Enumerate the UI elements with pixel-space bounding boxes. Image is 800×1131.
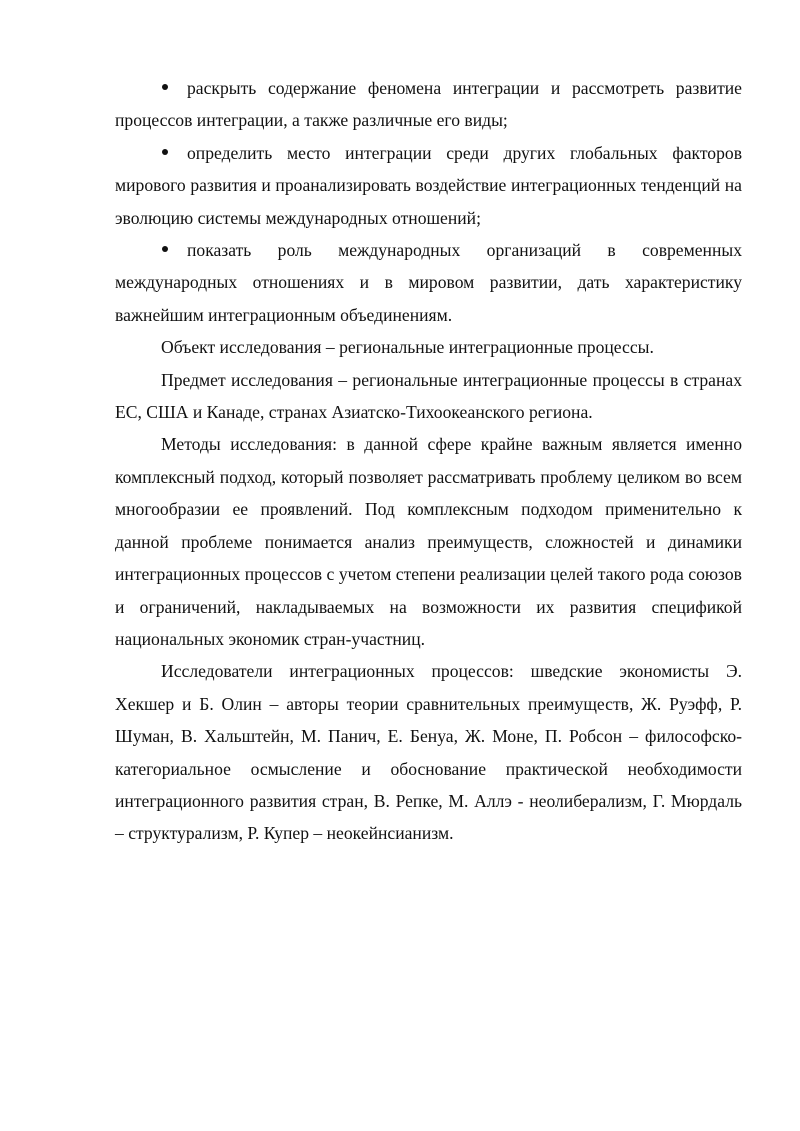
page-content <box>115 72 742 850</box>
paragraph-researchers: Исследователи интеграционных процессов: шведские экономисты Э. Хекшер и Б. Олин – авторы теории сравнительных преимуществ, Ж. Руэфф, Р. Шуман, В. Хальштейн, М. Панич, Е. Бенуа, Ж. Моне, П. Робсон – философско-категориальное осмысление и обоснование практической необходимости интеграционного развития стран, В. Репке, М. Аллэ - неолиберализм, Г. Мюрдаль – структурализм, Р. Купер – неокейнсианизм. <box>115 661 742 844</box>
paragraph-subject: Предмет исследования – региональные интеграционные процессы в странах ЕС, США и Канаде, странах Азиатско-Тихоокеанского региона. <box>115 369 742 423</box>
bullet-item-3 <box>115 234 742 331</box>
bullet-item-2 <box>115 137 742 234</box>
paragraph-methods: Методы исследования: в данной сфере крайне важным является именно комплексный подход, который позволяет рассматривать проблему целиком во всем многообразии ее проявлений. Под комплексным подходом применительно к данной проблеме понимается анализ преимуществ, сложностей и динамики интеграционных процессов с учетом степени реализации целей такого рода союзов и ограничений, накладываемых на возможности их развития спецификой национальных экономик стран-участниц. <box>115 434 742 649</box>
bullet-text: раскрыть содержание феномена интеграции и рассмотреть развитие процессов интеграции, а также различные его виды; <box>115 78 742 131</box>
bullet-text: показать роль международных организаций в современных международных отношениях и в мировом развитии, дать характеристику важнейшим интеграционным объединениям. <box>115 240 742 325</box>
paragraph-object: Объект исследования – региональные интеграционные процессы. <box>161 337 654 358</box>
bullet-text: определить место интеграции среди других глобальных факторов мирового развития и проанализировать воздействие интеграционных тенденций на эволюцию системы международных отношений; <box>115 142 742 228</box>
bullet-item-1 <box>115 72 742 137</box>
